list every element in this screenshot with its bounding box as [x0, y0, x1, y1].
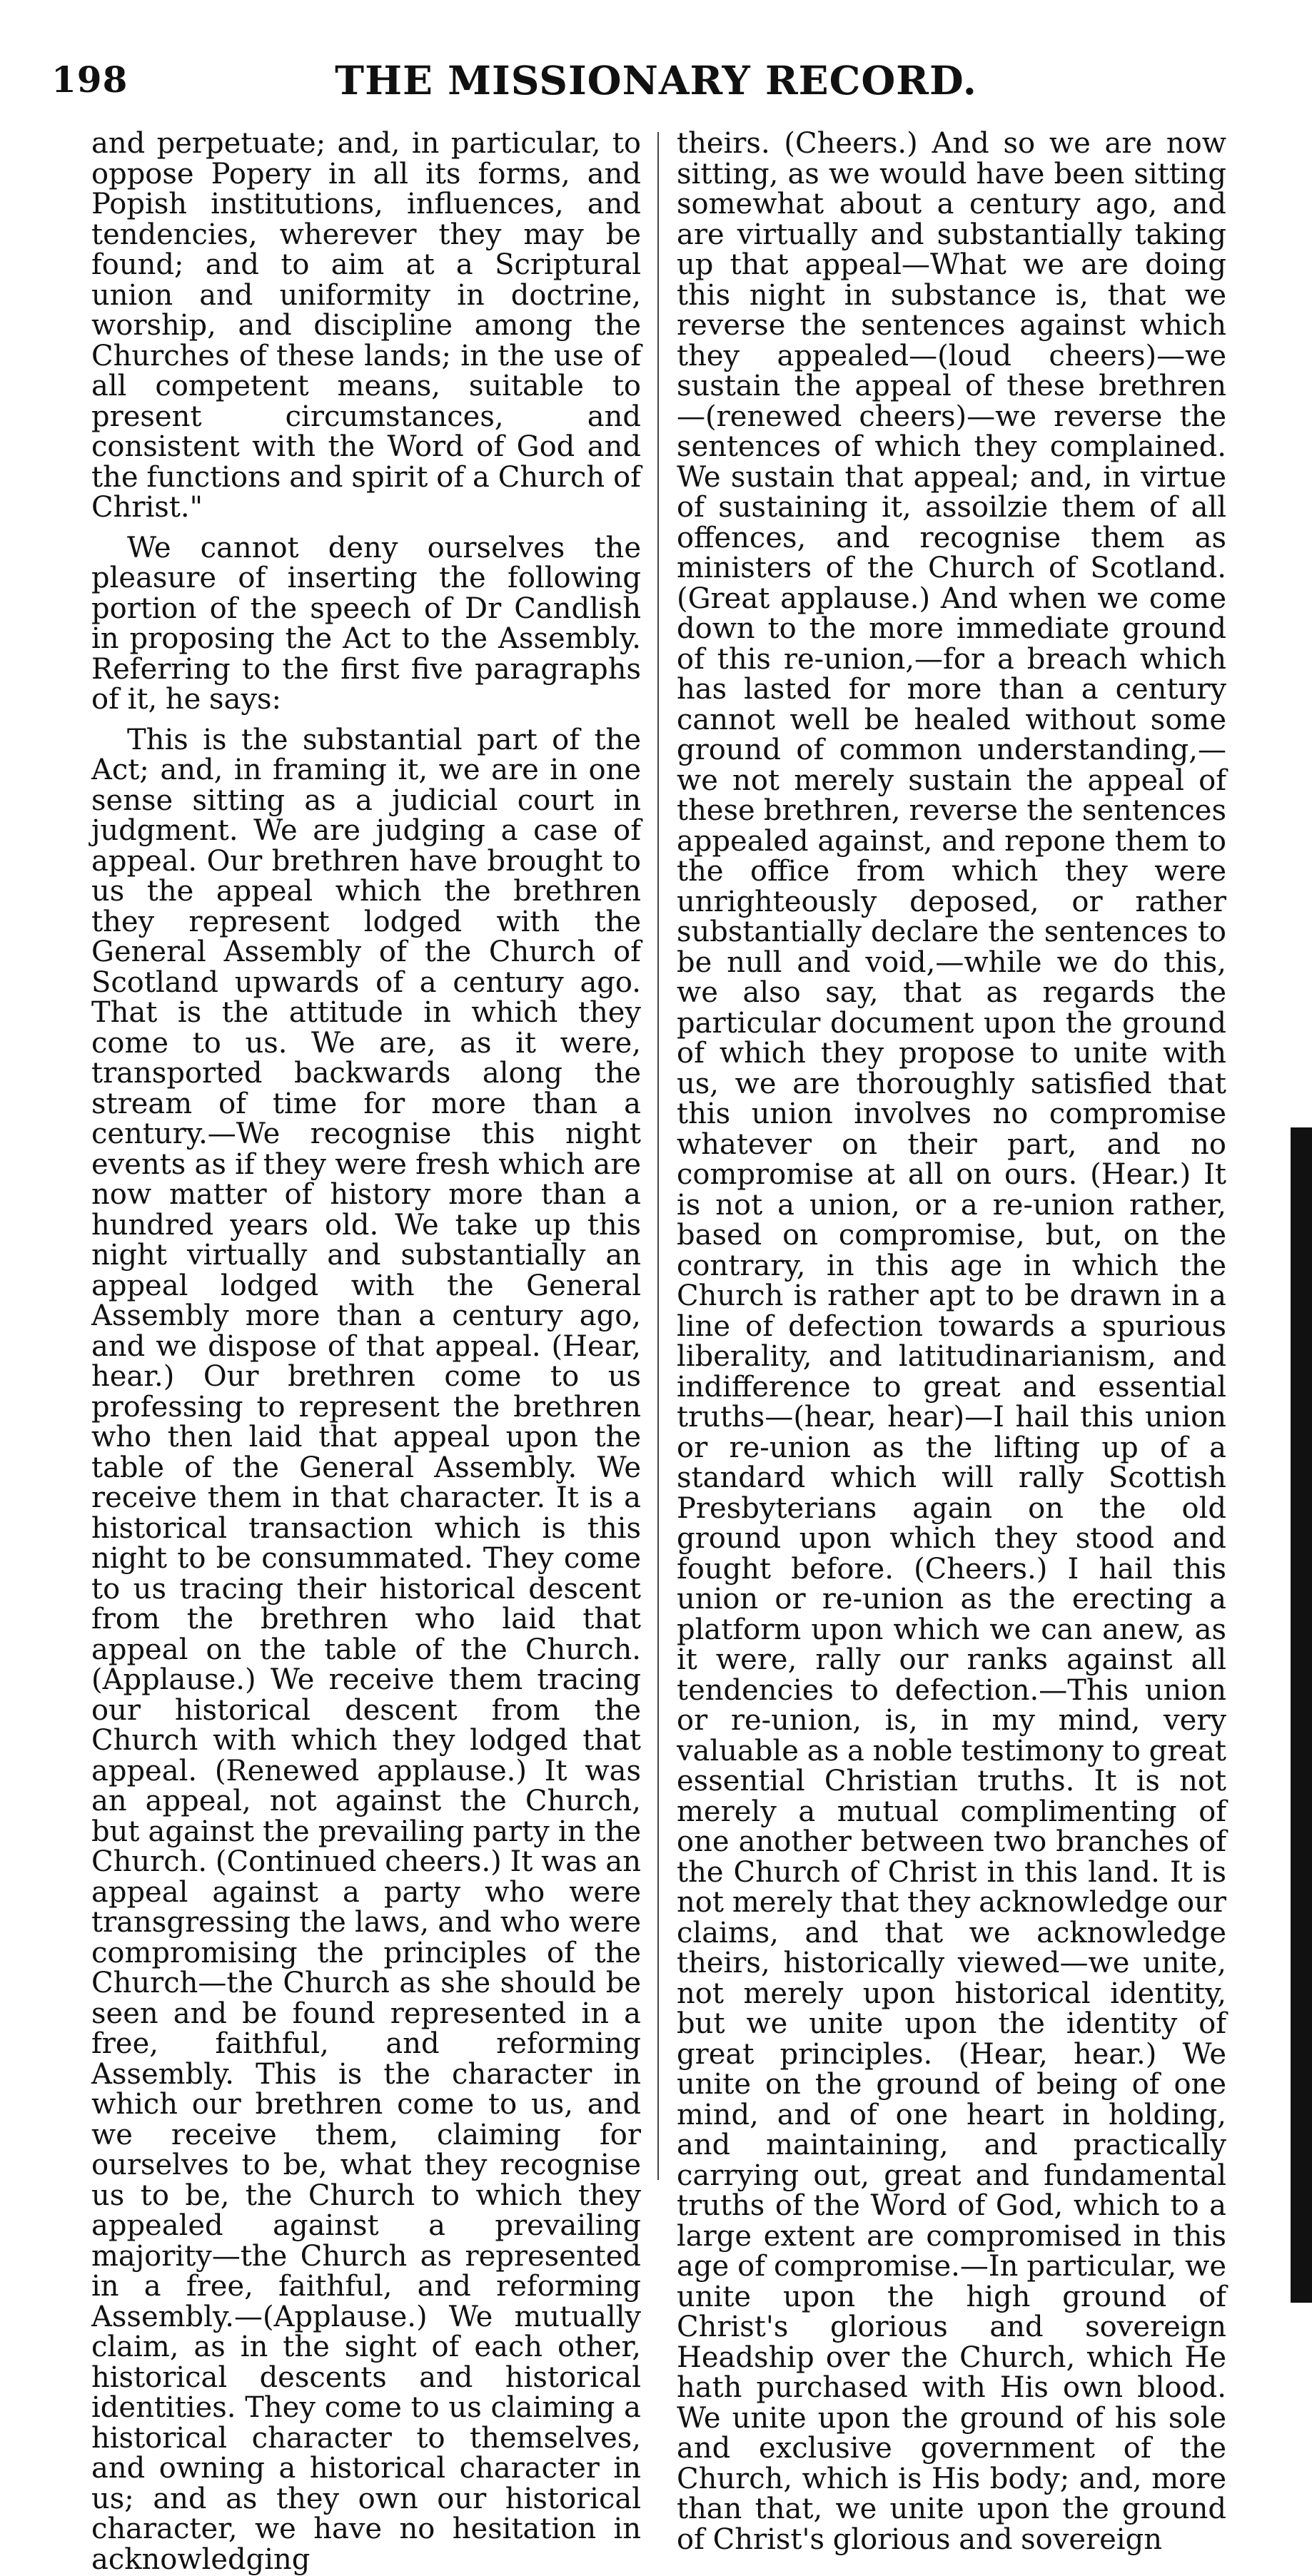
right-column: [677, 128, 1226, 2555]
left-paragraph-3: This is the substantial part of the Act; and, in framing it, we are in one sense sitting as a judicial court in judgment. We are judging a case of appeal. Our brethren have brought to us the appeal which the brethren they represent lodged with the General Assembly of the Church of Scotland upwards of a century ago. That is the attitude in which they come to us. We are, as it were, transported backwards along the stream of time for more than a century.—We recognise this night events as if they were fresh which are now matter of history more than a hundred years old. We take up this night virtually and substantially an appeal lodged with the General Assembly more than a century ago, and we dispose of that appeal. (Hear, hear.) Our brethren come to us professing to represent the brethren who then laid that appeal upon the table of the General Assembly. We receive them in that character. It is a historical transaction which is this night to be consummated. They come to us tracing their historical descent from the brethren who laid that appeal on the table of the Church. (Applause.) We receive them tracing our historical descent from the Church with which they lodged that appeal. (Renewed applause.) It was an appeal, not against the Church, but against the prevailing party in the Church. (Continued cheers.) It was an appeal against a party who were transgressing the laws, and who were compromising the principles of the Church—the Church as she should be seen and be found represented in a free, faithful, and reforming Assembly. This is the character in which our brethren come to us, and we receive them, claiming for ourselves to be, what they recognise us to be, the Church to which they appealed against a prevailing majority—the Church as represented in a free, faithful, and reforming Assembly.—(Applause.) We mutually claim, as in the sight of each other, historical descents and historical identities. They come to us claiming a historical character to themselves, and owning a historical character in us; and as they own our historical character, we have no hesitation in acknowledging: [91, 723, 641, 2576]
left-paragraph-2: We cannot deny ourselves the pleasure of inserting the following portion of the speech of Dr Candlish in proposing the Act to the Assembly. Referring to the first five paragraphs of it, he says:: [91, 531, 641, 716]
column-rule: [657, 132, 659, 2180]
scan-edge-shadow: [1291, 1127, 1312, 2303]
left-column: [91, 128, 641, 2575]
left-paragraph-1: and perpetuate; and, in particular, to oppose Popery in all its forms, and Popish institutions, influences, and tendencies, wherever they may be found; and to aim at a Scriptural union and uniformity in doctrine, worship, and discipline among the Churches of these lands; in the use of all competent means, suitable to present circumstances, and consistent with the Word of God and the functions and spirit of a Church of Christ.": [91, 127, 641, 524]
right-paragraph-1: theirs. (Cheers.) And so we are now sitting, as we would have been sitting somewhat about a century ago, and are virtually and substantially taking up that appeal—What we are doing this night in substance is, that we reverse the sentences against which they appealed—(loud cheers)—we sustain the appeal of these brethren—(renewed cheers)—we reverse the sentences of which they complained. We sustain that appeal; and, in virtue of sustaining it, assoilzie them of all offences, and recognise them as ministers of the Church of Scotland. (Great applause.) And when we come down to the more immediate ground of this re-union,—for a breach which has lasted for more than a century cannot well be healed without some ground of common understanding,—we not merely sustain the appeal of these brethren, reverse the sentences appealed against, and repone them to the office from which they were unrighteously deposed, or rather substantially declare the sentences to be null and void,—while we do this, we also say, that as regards the particular document upon the ground of which they propose to unite with us, we are thoroughly satisfied that this union involves no compromise whatever on their part, and no compromise at all on ours. (Hear.) It is not a union, or a re-union rather, based on compromise, but, on the contrary, in this age in which the Church is rather apt to be drawn in a line of defection towards a spurious liberality, and latitudinarianism, and indifference to great and essential truths—(hear, hear)—I hail this union or re-union as the lifting up of a standard which will rally Scottish Presbyterians again on the old ground upon which they stood and fought before. (Cheers.) I hail this union or re-union as the erecting a platform upon which we can anew, as it were, rally our ranks against all tendencies to defection.—This union or re-union, is, in my mind, very valuable as a noble testimony to great essential Christian truths. It is not merely a mutual complimenting of one another between two branches of the Church of Christ in this land. It is not merely that they acknowledge our claims, and that we acknowledge theirs, historically viewed—we unite, not merely upon historical identity, but we unite upon the identity of great principles. (Hear, hear.) We unite on the ground of being of one mind, and of one heart in holding, and maintaining, and practically carrying out, great and fundamental truths of the Word of God, which to a large extent are compromised in this age of compromise.—In particular, we unite upon the high ground of Christ's glorious and sovereign Headship over the Church, which He hath purchased with His own blood. We unite upon the ground of his sole and exclusive government of the Church, which is His body; and, more than that, we unite upon the ground of Christ's glorious and sovereign: [677, 127, 1226, 2556]
running-head: THE MISSIONARY RECORD.: [335, 57, 977, 103]
page-number: 198: [51, 59, 128, 101]
